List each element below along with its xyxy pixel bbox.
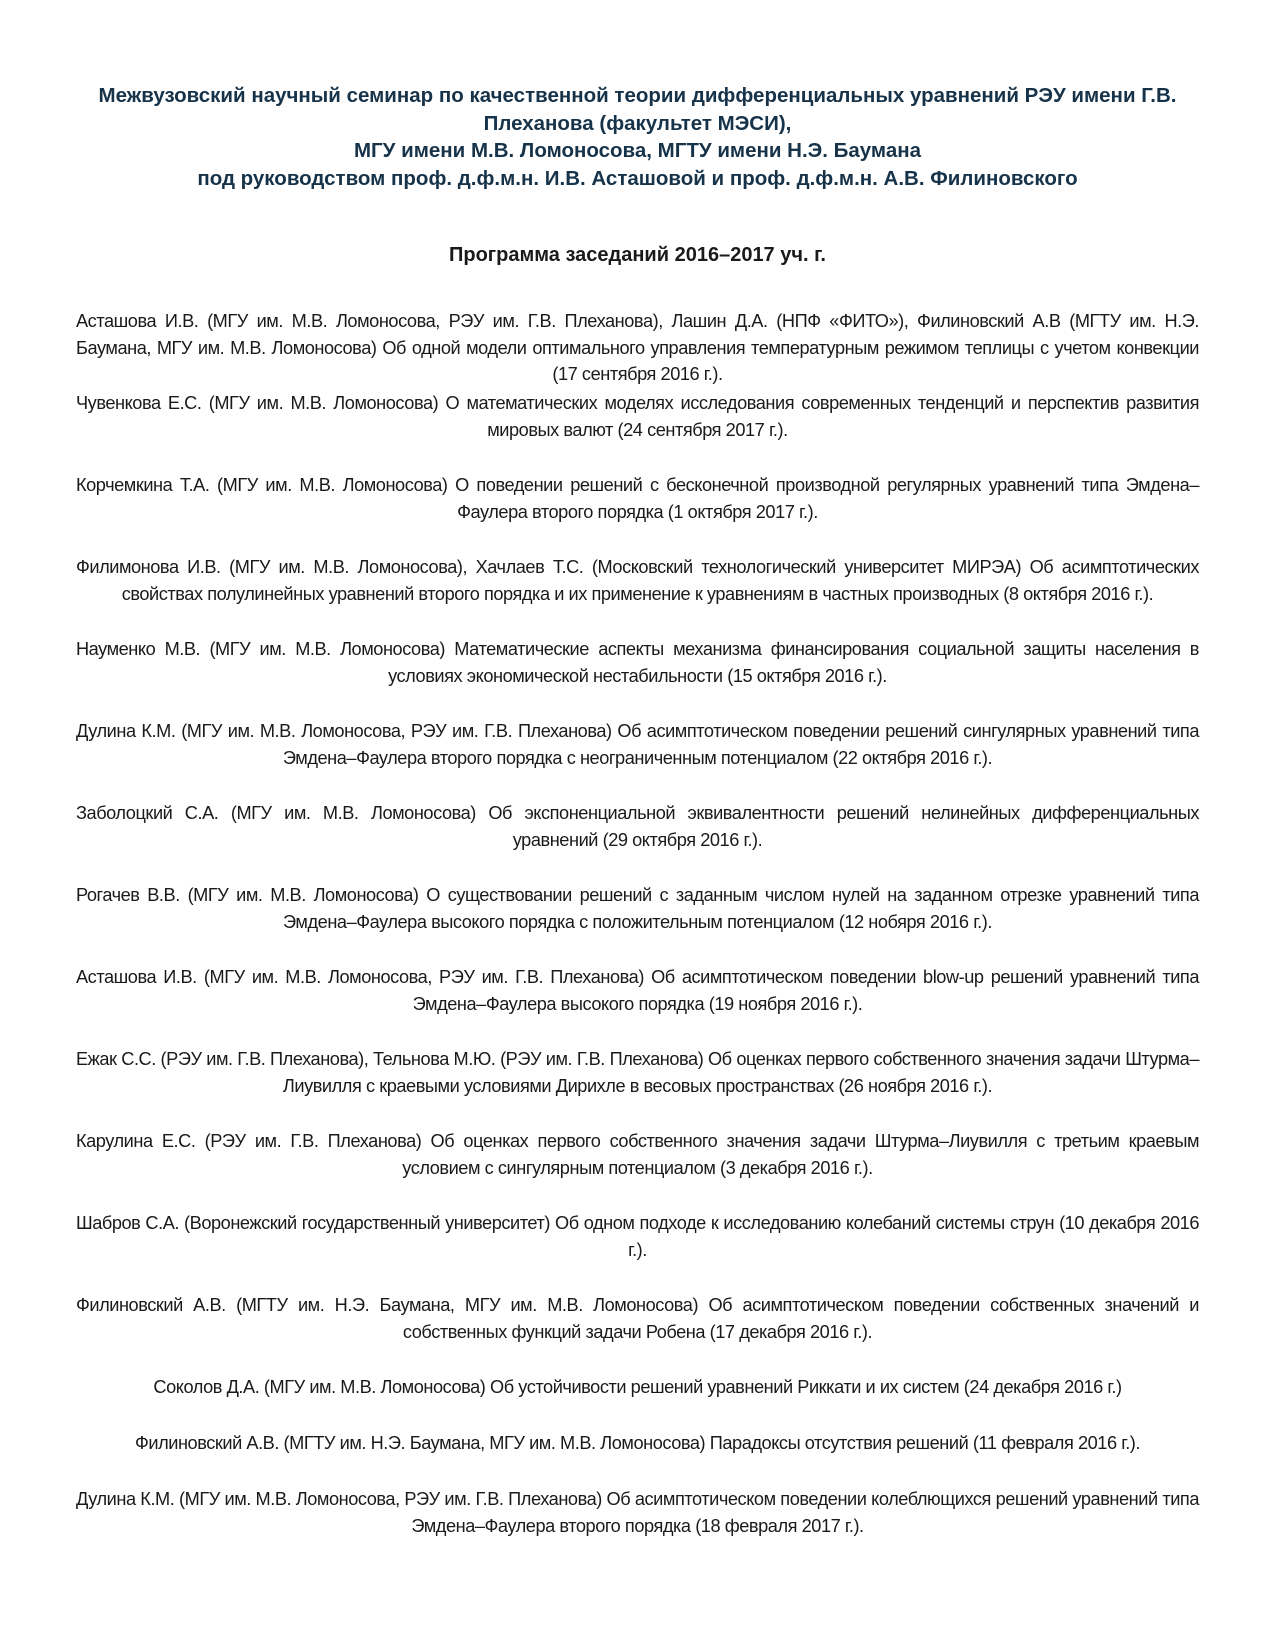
session-entry: Заболоцкий С.А. (МГУ им. М.В. Ломоносова) Об экспоненциальной эквивалентности решений нелинейных дифференциальных уравнений (29 октября 2016 г.).	[76, 803, 1199, 850]
session-entry: Асташова И.В. (МГУ им. М.В. Ломоносова, РЭУ им. Г.В. Плеханова), Лашин Д.А. (НПФ «ФИТО»), Филиновский А.В (МГТУ им. Н.Э. Баумана, МГУ им. М.В. Ломоносова) Об одной модели оптимального управления температурным режимом теплицы с учетом конвекции (17 сентября 2016 г.).	[76, 311, 1199, 384]
session-entry: Филиновский А.В. (МГТУ им. Н.Э. Баумана, МГУ им. М.В. Ломоносова) Об асимптотическом поведении собственных значений и собственных функций задачи Робена (17 декабря 2016 г.).	[76, 1295, 1199, 1342]
session-entry: Асташова И.В. (МГУ им. М.В. Ломоносова, РЭУ им. Г.В. Плеханова) Об асимптотическом поведении blow-up решений уравнений типа Эмдена–Фаулера высокого порядка (19 ноября 2016 г.).	[76, 967, 1199, 1014]
session-list	[76, 308, 1199, 1568]
header-line-3: МГУ имени М.В. Ломоносова, МГТУ имени Н.Э. Баумана	[353, 139, 922, 162]
session-entry: Чувенкова Е.С. (МГУ им. М.В. Ломоносова) О математических моделях исследования современных тенденций и перспектив развития мировых валют (24 сентября 2017 г.).	[76, 393, 1199, 440]
program-title: Программа заседаний 2016–2017 уч. г.	[449, 244, 826, 266]
session-entry: Корчемкина Т.А. (МГУ им. М.В. Ломоносова) О поведении решений с бесконечной производной регулярных уравнений типа Эмдена–Фаулера второго порядка (1 октября 2017 г.).	[76, 475, 1199, 522]
header-line-2: Плеханова (факультет МЭСИ),	[483, 111, 792, 135]
header-line-1: Межвузовский научный семинар по качественной теории дифференциальных уравнений РЭУ имени Г.В.	[98, 84, 1177, 107]
session-entry: Филиновский А.В. (МГТУ им. Н.Э. Баумана, МГУ им. М.В. Ломоносова) Парадоксы отсутствия решений (11 февраля 2016 г.).	[134, 1433, 1141, 1453]
session-entry: Соколов Д.А. (МГУ им. М.В. Ломоносова) Об устойчивости решений уравнений Риккати и их систем (24 декабря 2016 г.)	[153, 1377, 1122, 1397]
header-line-4: под руководством проф. д.ф.м.н. И.В. Асташовой и проф. д.ф.м.н. А.В. Филиновского	[197, 166, 1078, 190]
session-entry: Науменко М.В. (МГУ им. М.В. Ломоносова) Математические аспекты механизма финансирования социальной защиты населения в условиях экономической нестабильности (15 октября 2016 г.).	[76, 639, 1199, 686]
seminar-header	[80, 82, 1195, 192]
session-entry: Карулина Е.С. (РЭУ им. Г.В. Плеханова) Об оценках первого собственного значения задачи Штурма–Лиувилля с третьим краевым условием с сингулярным потенциалом (3 декабря 2016 г.).	[76, 1131, 1199, 1178]
session-entry: Дулина К.М. (МГУ им. М.В. Ломоносова, РЭУ им. Г.В. Плеханова) Об асимптотическом поведении колеблющихся решений уравнений типа Эмдена–Фаулера второго порядка (18 февраля 2017 г.).	[76, 1489, 1199, 1536]
session-entry: Ежак С.С. (РЭУ им. Г.В. Плеханова), Тельнова М.Ю. (РЭУ им. Г.В. Плеханова) Об оценках первого собственного значения задачи Штурма–Лиувилля с краевыми условиями Дирихле в весовых пространствах (26 ноября 2016 г.).	[76, 1049, 1199, 1096]
session-entry: Филимонова И.В. (МГУ им. М.В. Ломоносова), Хачлаев Т.С. (Московский технологический университет МИРЭА) Об асимптотических свойствах полулинейных уравнений второго порядка и их применение к уравнениям в частных производных (8 октября 2016 г.).	[76, 557, 1199, 604]
session-entry: Дулина К.М. (МГУ им. М.В. Ломоносова, РЭУ им. Г.В. Плеханова) Об асимптотическом поведении решений сингулярных уравнений типа Эмдена–Фаулера второго порядка с неограниченным потенциалом (22 октября 2016 г.).	[76, 721, 1199, 768]
session-entry: Рогачев В.В. (МГУ им. М.В. Ломоносова) О существовании решений с заданным числом нулей на заданном отрезке уравнений типа Эмдена–Фаулера высокого порядка с положительным потенциалом (12 нобяря 2016 г.).	[76, 885, 1199, 932]
session-entry: Шабров С.А. (Воронежский государственный университет) Об одном подходе к исследованию колебаний системы струн (10 декабря 2016 г.).	[76, 1213, 1199, 1260]
